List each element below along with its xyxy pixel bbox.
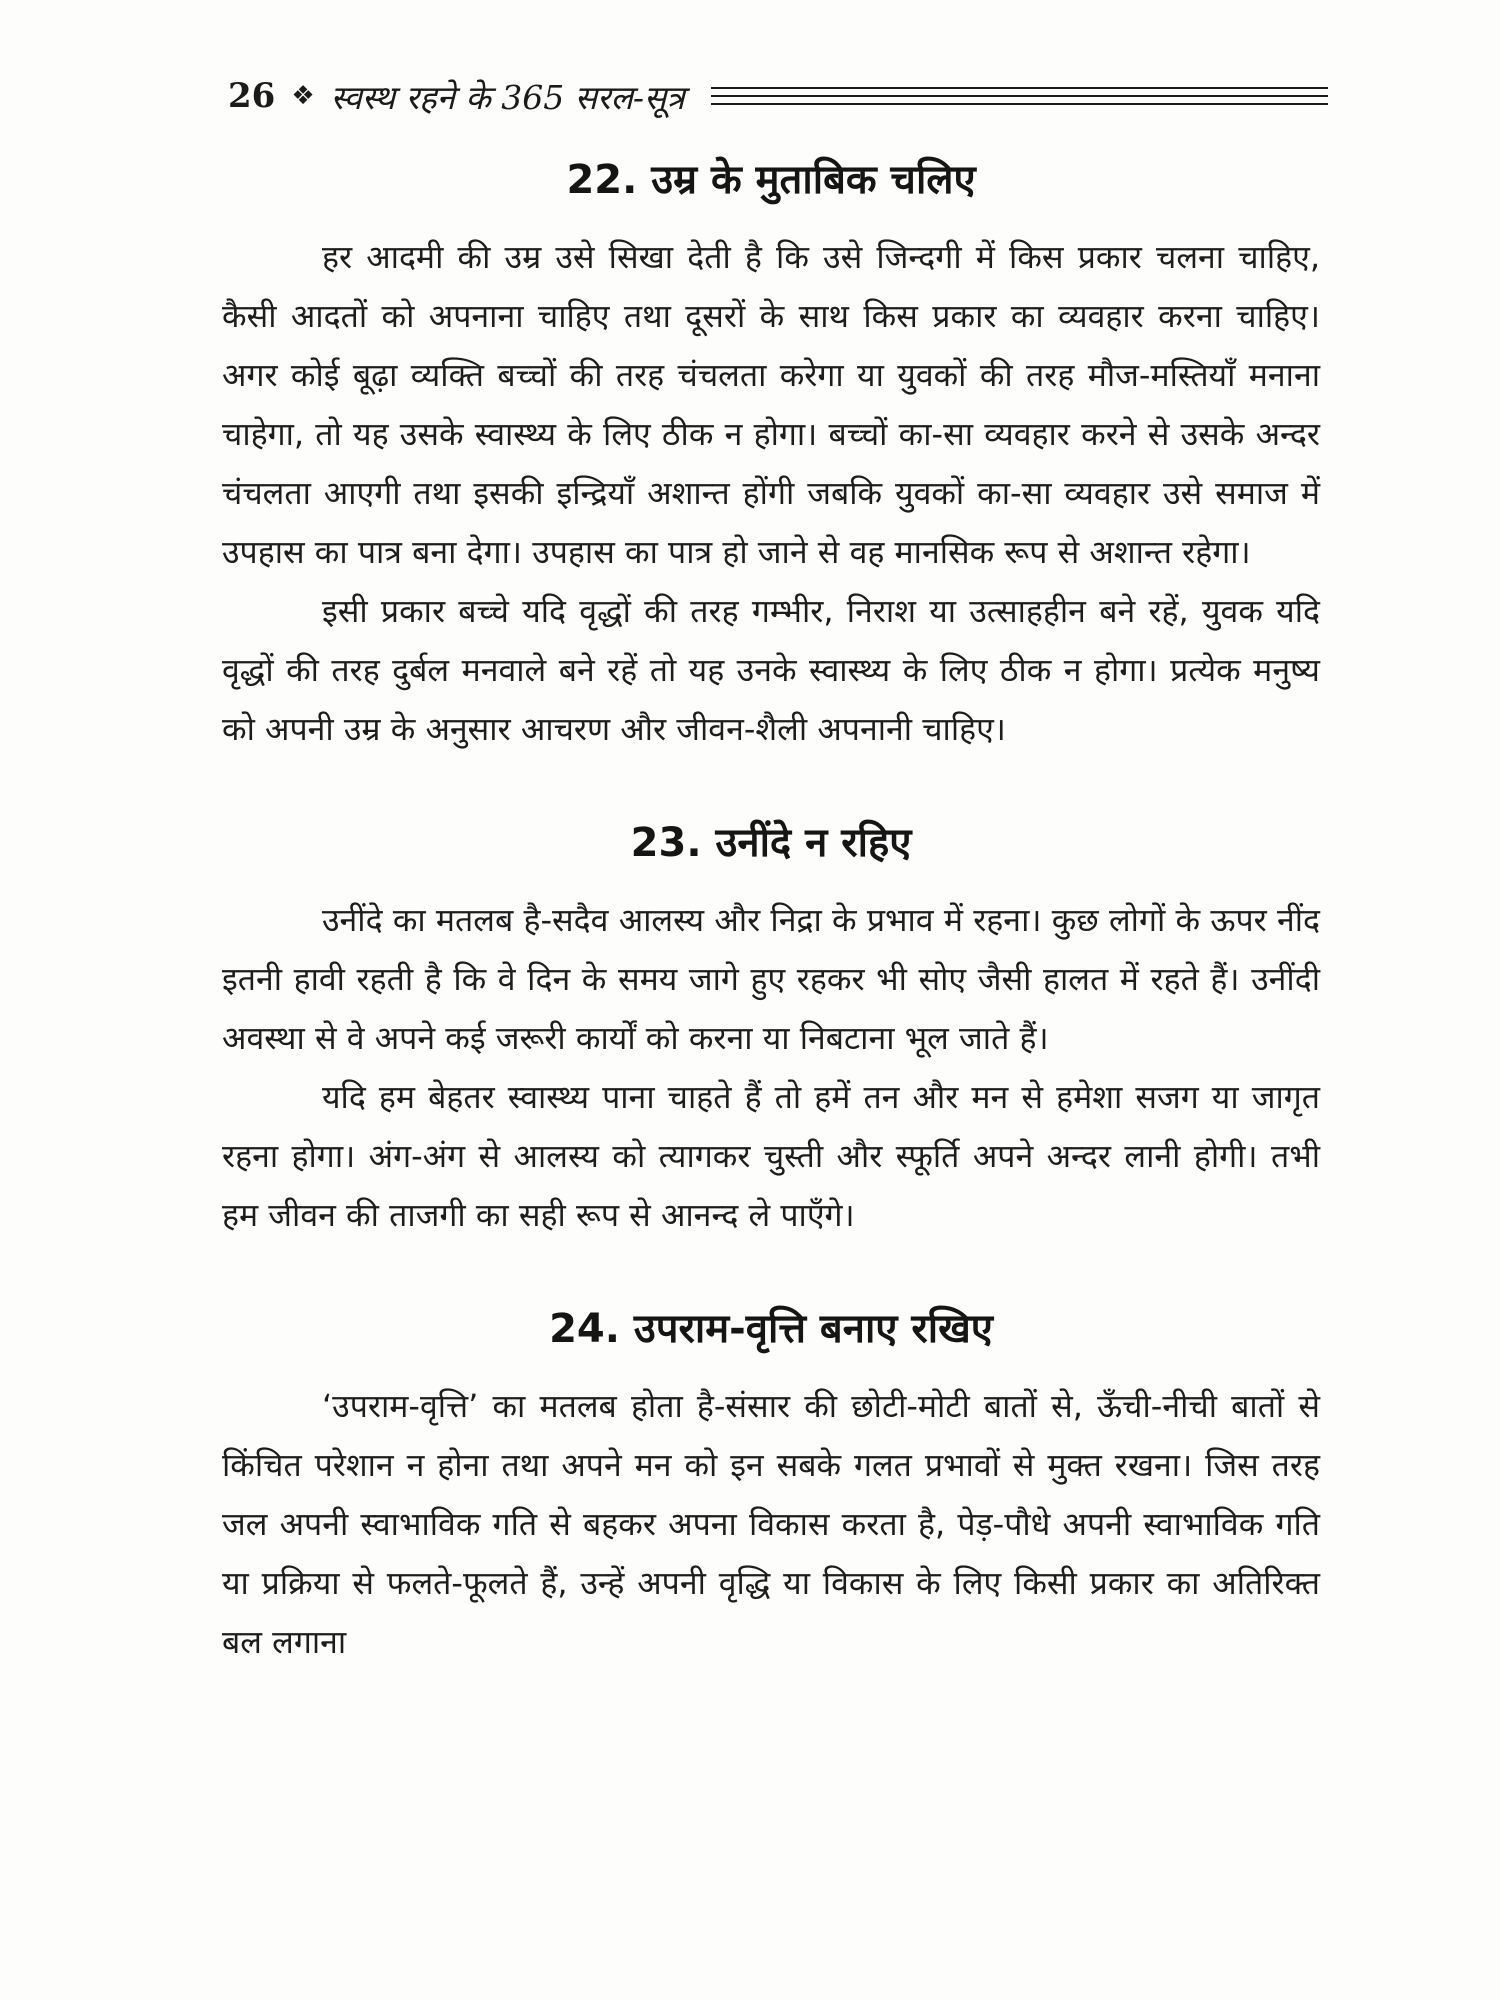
section-23 [222,811,1320,1245]
section-heading: 24. उपराम-वृत्ति बनाए रखिए [549,1306,993,1352]
page-number: 26 [228,76,276,116]
section-heading: 22. उम्र के मुताबिक चलिए [566,157,976,203]
section-24 [222,1297,1320,1672]
header-rule-lines [711,85,1328,107]
paragraph: ‘उपराम-वृत्ति’ का मतलब होता है-संसार की छोटी-मोटी बातों से, ऊँची-नीची बातों से किंचित परेशान न होना तथा अपने मन को इन सबके गलत प्रभावों से मुक्त रखना। जिस तरह जल अपनी स्वाभाविक गति से बहकर अपना विकास करता है, पेड़-पौधे अपनी स्वाभाविक गति या प्रक्रिया से फलते-फूलते हैं, उन्हें अपनी वृद्धि या विकास के लिए किसी प्रकार का अतिरिक्त बल लगाना [222,1387,1320,1661]
section-22 [222,148,1320,759]
paragraph: उनींदे का मतलब है-सदैव आलस्य और निद्रा के प्रभाव में रहना। कुछ लोगों के ऊपर नींद इतनी हावी रहती है कि वे दिन के समय जागे हुए रहकर भी सोए जैसी हालत में रहते हैं। उनींदी अवस्था से वे अपने कई जरूरी कार्यों को करना या निबटाना भूल जाते हैं। [222,901,1320,1057]
diamond-ornament-icon: ❖ [291,81,315,111]
section-spacer [222,1245,1320,1297]
running-title: स्वस्थ रहने के 365 सरल-सूत्र [330,77,685,117]
paragraph: यदि हम बेहतर स्वास्थ्य पाना चाहते हैं तो हमें तन और मन से हमेशा सजग या जागृत रहना होगा। अंग-अंग से आलस्य को त्यागकर चुस्ती और स्फूर्ति अपने अन्दर लानी होगी। तभी हम जीवन की ताजगी का सही रूप से आनन्द ले पाएँगे। [222,1078,1320,1234]
paragraph: इसी प्रकार बच्चे यदि वृद्धों की तरह गम्भीर, निराश या उत्साहहीन बने रहें, युवक यदि वृद्धों की तरह दुर्बल मनवाले बने रहें तो यह उनके स्वास्थ्य के लिए ठीक न होगा। प्रत्येक मनुष्य को अपनी उम्र के अनुसार आचरण और जीवन-शैली अपनानी चाहिए। [222,592,1320,748]
section-heading: 23. उनींदे न रहिए [630,820,912,866]
paragraph: हर आदमी की उम्र उसे सिखा देती है कि उसे जिन्दगी में किस प्रकार चलना चाहिए, कैसी आदतों को अपनाना चाहिए तथा दूसरों के साथ किस प्रकार का व्यवहार करना चाहिए। अगर कोई बूढ़ा व्यक्ति बच्चों की तरह चंचलता करेगा या युवकों की तरह मौज-मस्तियाँ मनाना चाहेगा, तो यह उसके स्वास्थ्य के लिए ठीक न होगा। बच्चों का-सा व्यवहार करने से उसके अन्दर चंचलता आएगी तथा इसकी इन्द्रियाँ अशान्त होंगी जबकि युवकों का-सा व्यवहार उसे समाज में उपहास का पात्र बना देगा। उपहास का पात्र हो जाने से वह मानसिक रूप से अशान्त रहेगा। [222,238,1320,571]
page-header [228,66,1328,126]
page-content [222,148,1320,1672]
section-spacer [222,759,1320,811]
